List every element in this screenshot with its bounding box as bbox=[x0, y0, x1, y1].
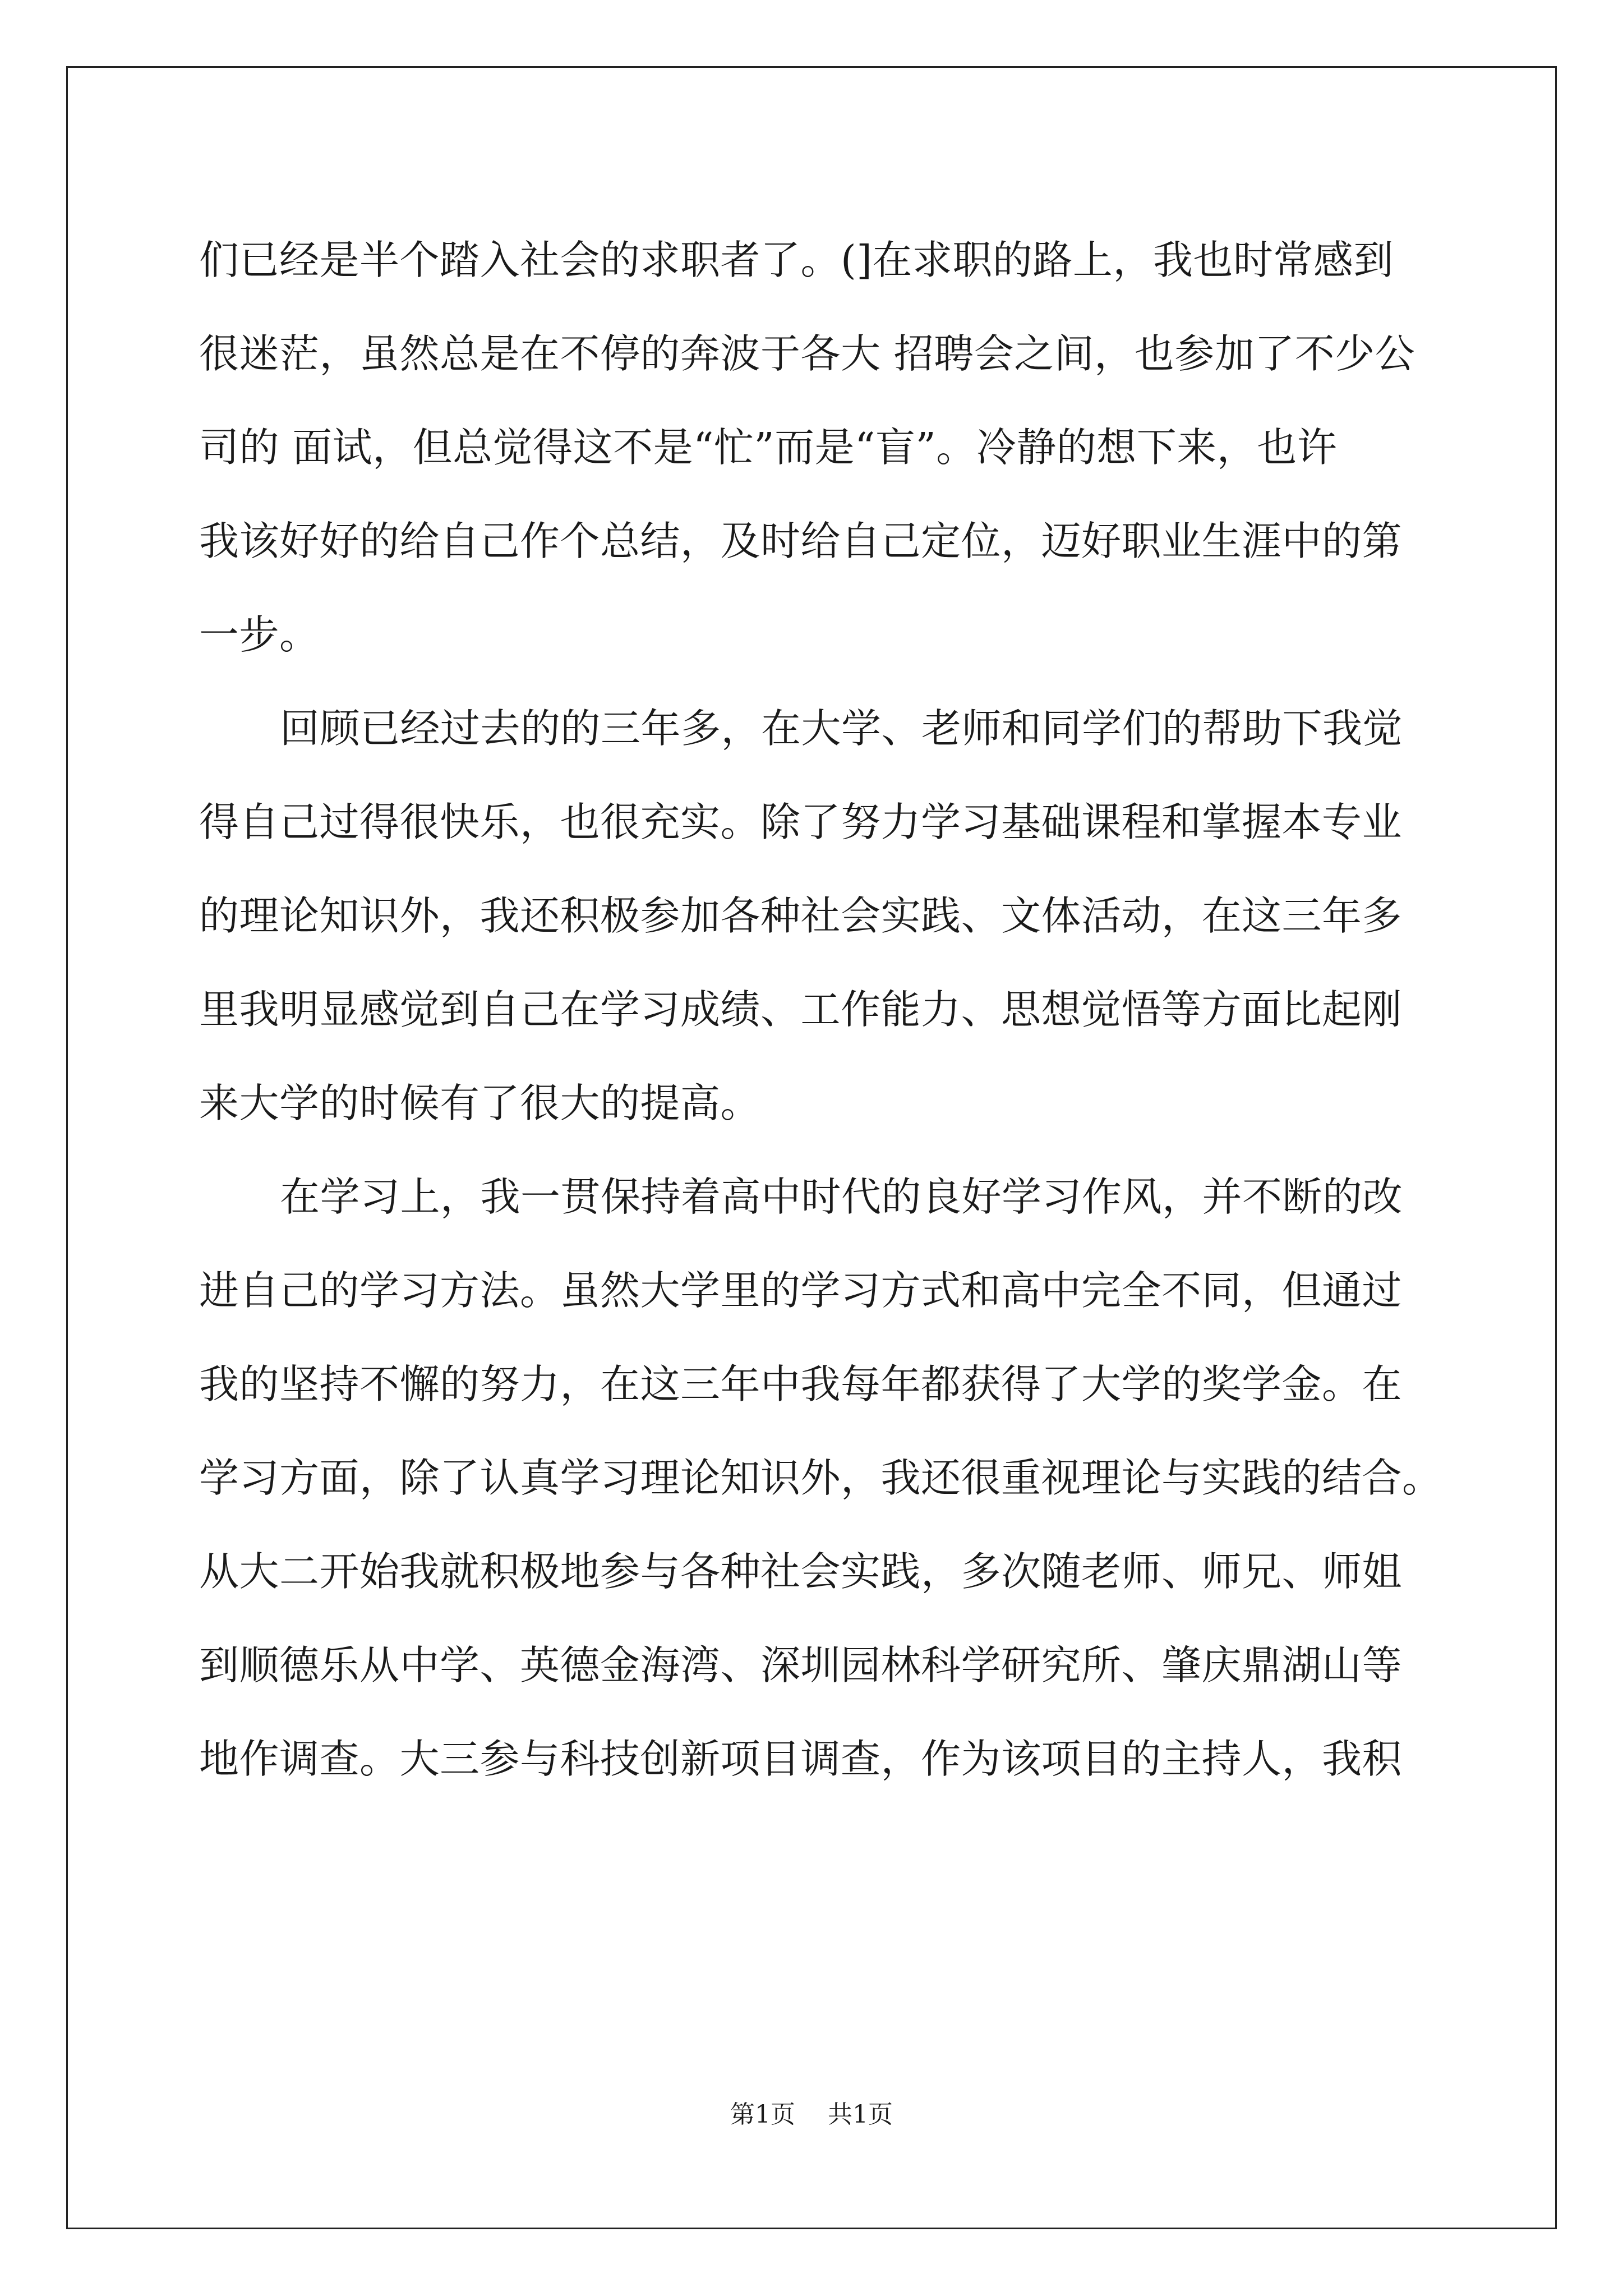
paragraph-start-line: 回顾已经过去的的三年多，在大学、老师和同学们的帮助下我觉 bbox=[280, 705, 1403, 752]
text-line: 们已经是半个踏入社会的求职者了。(]在求职的路上，我也时常感到 bbox=[199, 237, 1394, 283]
text-line: 一步。 bbox=[199, 611, 320, 658]
paragraph-start-line: 在学习上，我一贯保持着高中时代的良好学习作风，并不断的改 bbox=[280, 1174, 1403, 1220]
page-footer bbox=[0, 2098, 1623, 2132]
text-line: 司的 面试，但总觉得这不是“忙”而是“盲”。冷静的想下来，也许 bbox=[199, 424, 1338, 471]
text-line: 的理论知识外，我还积极参加各种社会实践、文体活动，在这三年多 bbox=[199, 892, 1403, 939]
text-line: 得自己过得很快乐，也很充实。除了努力学习基础课程和掌握本专业 bbox=[199, 799, 1403, 845]
page-total: 共1页 bbox=[828, 2100, 893, 2129]
text-line: 学习方面，除了认真学习理论知识外，我还很重视理论与实践的结合。 bbox=[199, 1455, 1442, 1501]
text-line: 里我明显感觉到自己在学习成绩、工作能力、思想觉悟等方面比起刚 bbox=[199, 986, 1403, 1033]
text-line: 我该好好的给自己作个总结，及时给自己定位，迈好职业生涯中的第 bbox=[199, 518, 1403, 564]
text-line: 很迷茫，虽然总是在不停的奔波于各大 招聘会之间，也参加了不少公 bbox=[199, 330, 1415, 377]
text-line: 来大学的时候有了很大的提高。 bbox=[199, 1080, 761, 1126]
text-line: 从大二开始我就积极地参与各种社会实践，多次随老师、师兄、师姐 bbox=[199, 1548, 1403, 1595]
text-line: 我的坚持不懈的努力，在这三年中我每年都获得了大学的奖学金。在 bbox=[199, 1361, 1403, 1407]
text-line: 到顺德乐从中学、英德金海湾、深圳园林科学研究所、肇庆鼎湖山等 bbox=[199, 1642, 1403, 1688]
text-line: 地作调查。大三参与科技创新项目调查，作为该项目的主持人，我积 bbox=[199, 1736, 1403, 1782]
document-body bbox=[199, 213, 1442, 1806]
text-line: 进自己的学习方法。虽然大学里的学习方式和高中完全不同，但通过 bbox=[199, 1267, 1403, 1314]
page-number: 第1页 bbox=[730, 2100, 795, 2129]
